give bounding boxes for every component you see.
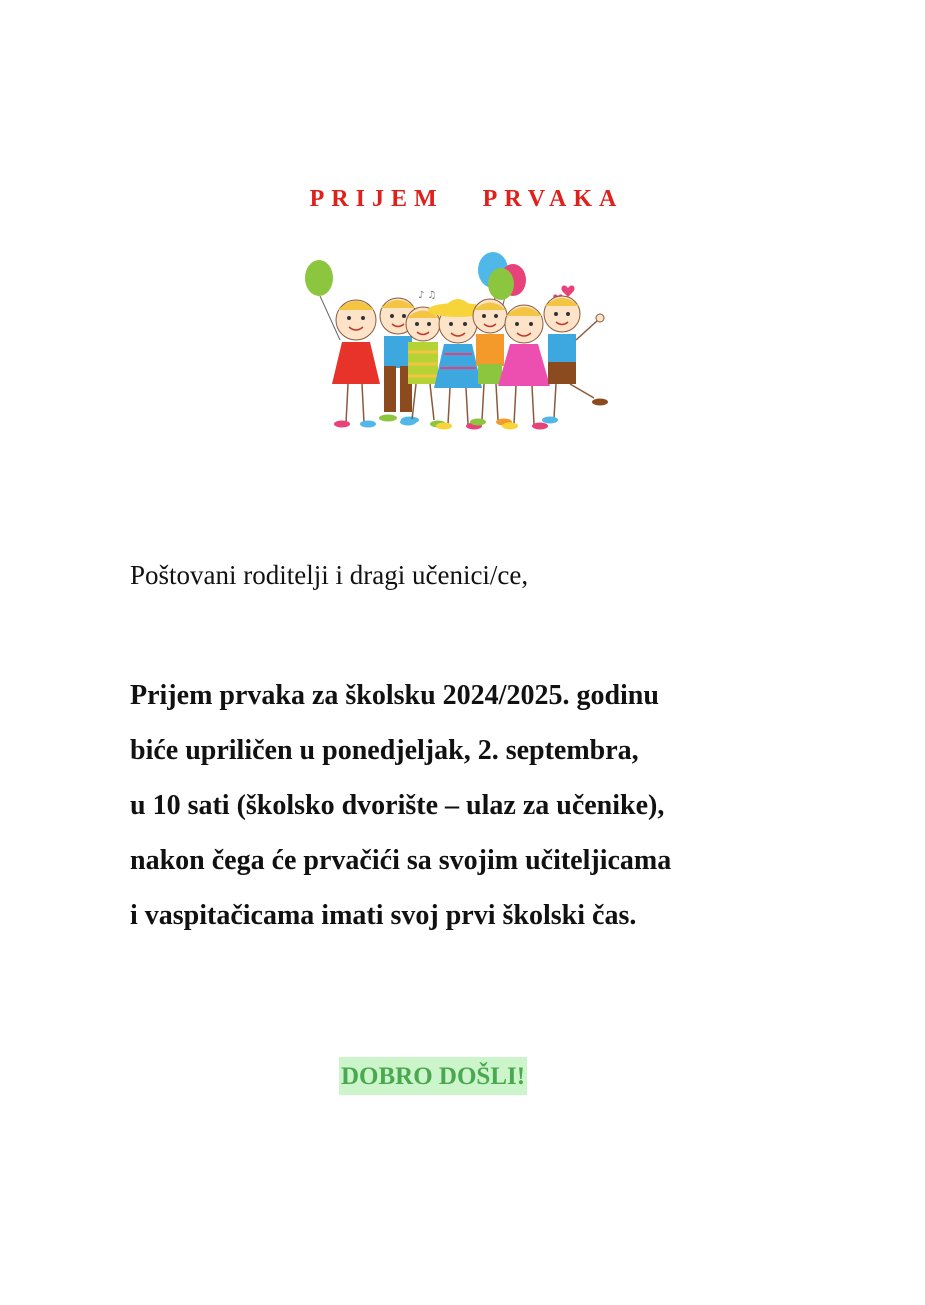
- announcement-line: Prijem prvaka za školsku 2024/2025. godinu: [130, 680, 659, 711]
- page-title: PRIJEM PRVAKA: [309, 186, 624, 212]
- announcement-line: nakon čega će prvačići sa svojim učiteljicama: [130, 845, 672, 876]
- children-with-balloons-illustration-icon: [298, 248, 618, 440]
- child-waving: [542, 296, 608, 424]
- announcement-line: i vaspitačicama imati svoj prvi školski čas.: [130, 900, 637, 931]
- child-pink-dress: [498, 305, 550, 430]
- announcement-line: biće upriličen u ponedjeljak, 2. septembra,: [130, 735, 639, 766]
- greeting-text: Poštovani roditelji i dragi učenici/ce,: [130, 560, 529, 590]
- announcement-line: u 10 sati (školsko dvorište – ulaz za učenike),: [130, 790, 665, 821]
- welcome-highlight: DOBRO DOŠLI!: [339, 1057, 527, 1095]
- child-red-dress: [332, 300, 380, 428]
- balloon-left: [305, 260, 340, 340]
- announcement-paragraph: [130, 668, 890, 943]
- svg-text:♪ ♫: ♪ ♫: [418, 290, 437, 301]
